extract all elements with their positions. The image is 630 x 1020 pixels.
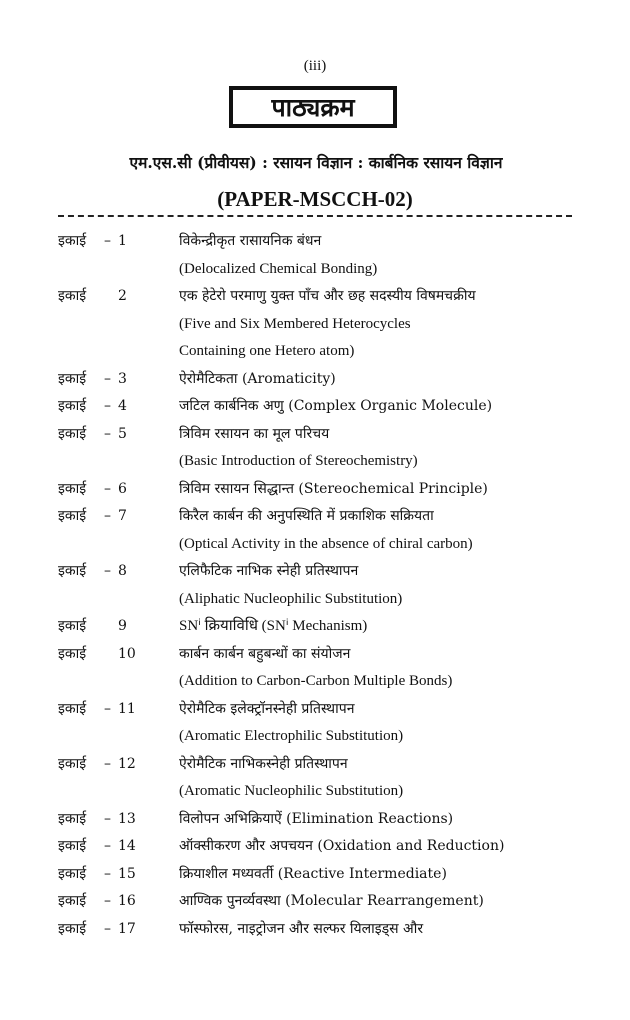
unit-label: इकाई (58, 370, 87, 387)
unit-title: एलिफैटिक नाभिक स्नेही प्रतिस्थापन (179, 563, 359, 579)
unit-title: ऐरोमैटिक नाभिकस्नेही प्रतिस्थापन (179, 755, 348, 772)
unit-title: ऑक्सीकरण और अपचयन (Oxidation and Reduction) (179, 838, 505, 854)
syllabus-row (58, 393, 572, 421)
unit-title: (Aromatic Nucleophilic Substitution) (179, 783, 404, 799)
syllabus-row (58, 778, 572, 806)
syllabus-row (58, 531, 572, 559)
unit-label: इकाई (58, 480, 87, 497)
unit-label: इकाई (58, 865, 87, 882)
course-subtitle: एम.एस.सी (प्रीवीयस) : रसायन विज्ञान : कार्बनिक रसायन विज्ञान (129, 153, 503, 172)
page-title-text: पाठ्यक्रम (271, 93, 355, 122)
unit-label: इकाई (58, 810, 87, 827)
syllabus-row (58, 558, 572, 586)
unit-dash: – (104, 700, 111, 717)
syllabus-list (58, 228, 572, 943)
unit-title: (Five and Six Membered Heterocycles (179, 315, 411, 332)
syllabus-row (58, 806, 572, 834)
unit-dash: – (104, 920, 111, 937)
unit-label: इकाई (58, 645, 87, 662)
unit-title: विकेन्द्रीकृत रासायनिक बंधन (179, 233, 322, 249)
page-title (229, 86, 397, 128)
unit-title: आण्विक पुनर्व्यवस्था (Molecular Rearrangement) (179, 893, 484, 909)
syllabus-row (58, 448, 572, 476)
unit-label: इकाई (58, 508, 87, 524)
unit-dash: – (104, 233, 111, 249)
unit-dash: – (104, 425, 111, 442)
unit-label: इकाई (58, 920, 87, 937)
unit-title: एक हेटेरो परमाणु युक्त पाँच और छह सदस्यीय विषमचक्रीय (179, 288, 476, 304)
unit-number: 2 (118, 288, 127, 304)
unit-label: इकाई (58, 288, 87, 304)
unit-label: इकाई (58, 425, 87, 442)
syllabus-row (58, 586, 572, 614)
unit-title: त्रिविम रसायन सिद्धान्त (Stereochemical Principle) (179, 480, 488, 497)
unit-label: इकाई (58, 233, 87, 249)
unit-number: 4 (118, 398, 127, 414)
unit-title: (Optical Activity in the absence of chiral carbon) (179, 535, 473, 552)
syllabus-row (58, 833, 572, 861)
unit-number: 5 (118, 425, 127, 442)
unit-label: इकाई (58, 563, 87, 579)
unit-number: 16 (118, 893, 136, 909)
unit-title: त्रिविम रसायन का मूल परिचय (179, 425, 330, 442)
syllabus-row (58, 283, 572, 311)
unit-dash: – (104, 893, 111, 909)
unit-label: इकाई (58, 618, 87, 634)
unit-title: किरैल कार्बन की अनुपस्थिति में प्रकाशिक सक्रियता (179, 508, 434, 524)
syllabus-row (58, 723, 572, 751)
unit-label: इकाई (58, 700, 87, 717)
unit-label: इकाई (58, 893, 87, 909)
unit-title: SNⁱ क्रियाविधि (SNⁱ Mechanism) (179, 618, 368, 634)
unit-number: 15 (118, 865, 136, 882)
unit-dash: – (104, 398, 111, 414)
syllabus-row (58, 503, 572, 531)
syllabus-row (58, 668, 572, 696)
unit-dash: – (104, 370, 111, 387)
unit-number: 17 (118, 920, 136, 937)
unit-title: (Aliphatic Nucleophilic Substitution) (179, 590, 403, 607)
syllabus-row (58, 861, 572, 889)
syllabus-row (58, 476, 572, 504)
unit-dash: – (104, 563, 111, 579)
syllabus-row (58, 421, 572, 449)
unit-title: कार्बन कार्बन बहुबन्धों का संयोजन (179, 645, 351, 662)
unit-number: 14 (118, 838, 136, 854)
syllabus-row (58, 916, 572, 944)
unit-title: विलोपन अभिक्रियाऐं (Elimination Reactions) (179, 810, 454, 827)
unit-label: इकाई (58, 398, 87, 414)
syllabus-row (58, 696, 572, 724)
unit-dash: – (104, 480, 111, 497)
unit-title: (Addition to Carbon-Carbon Multiple Bonds) (179, 673, 453, 689)
unit-dash: – (104, 838, 111, 854)
dashed-divider (58, 215, 572, 217)
syllabus-row (58, 751, 572, 779)
unit-number: 1 (118, 233, 127, 249)
unit-number: 9 (118, 618, 127, 634)
syllabus-row (58, 256, 572, 284)
syllabus-row (58, 641, 572, 669)
unit-number: 11 (118, 700, 136, 717)
unit-number: 3 (118, 370, 127, 387)
unit-dash: – (104, 865, 111, 882)
unit-title: ऐरोमैटिक इलेक्ट्रॉनस्नेही प्रतिस्थापन (179, 700, 355, 717)
unit-number: 12 (118, 755, 136, 772)
unit-label: इकाई (58, 838, 87, 854)
syllabus-row (58, 366, 572, 394)
unit-number: 8 (118, 563, 127, 579)
unit-title: फॉस्फोरस, नाइट्रोजन और सल्फर यिलाइड्स और (179, 920, 424, 937)
unit-label: इकाई (58, 755, 87, 772)
unit-number: 13 (118, 810, 136, 827)
paper-code: (PAPER-MSCCH-02) (217, 187, 413, 211)
syllabus-row (58, 228, 572, 256)
syllabus-row (58, 613, 572, 641)
syllabus-row (58, 311, 572, 339)
unit-title: (Delocalized Chemical Bonding) (179, 260, 378, 277)
unit-dash: – (104, 755, 111, 772)
unit-title: क्रियाशील मध्यवर्ती (Reactive Intermediate) (179, 865, 447, 882)
unit-title: (Aromatic Electrophilic Substitution) (179, 728, 404, 744)
unit-title: Containing one Hetero atom) (179, 343, 355, 359)
syllabus-row (58, 888, 572, 916)
unit-title: जटिल कार्बनिक अणु (Complex Organic Molecule) (179, 398, 493, 414)
unit-title: ऐरोमैटिकता (Aromaticity) (179, 370, 336, 387)
page-number: (iii) (303, 58, 327, 74)
unit-title: (Basic Introduction of Stereochemistry) (179, 453, 418, 469)
unit-number: 10 (118, 645, 136, 662)
unit-number: 6 (118, 480, 127, 497)
unit-number: 7 (118, 508, 127, 524)
unit-dash: – (104, 810, 111, 827)
unit-dash: – (104, 508, 111, 524)
syllabus-row (58, 338, 572, 366)
